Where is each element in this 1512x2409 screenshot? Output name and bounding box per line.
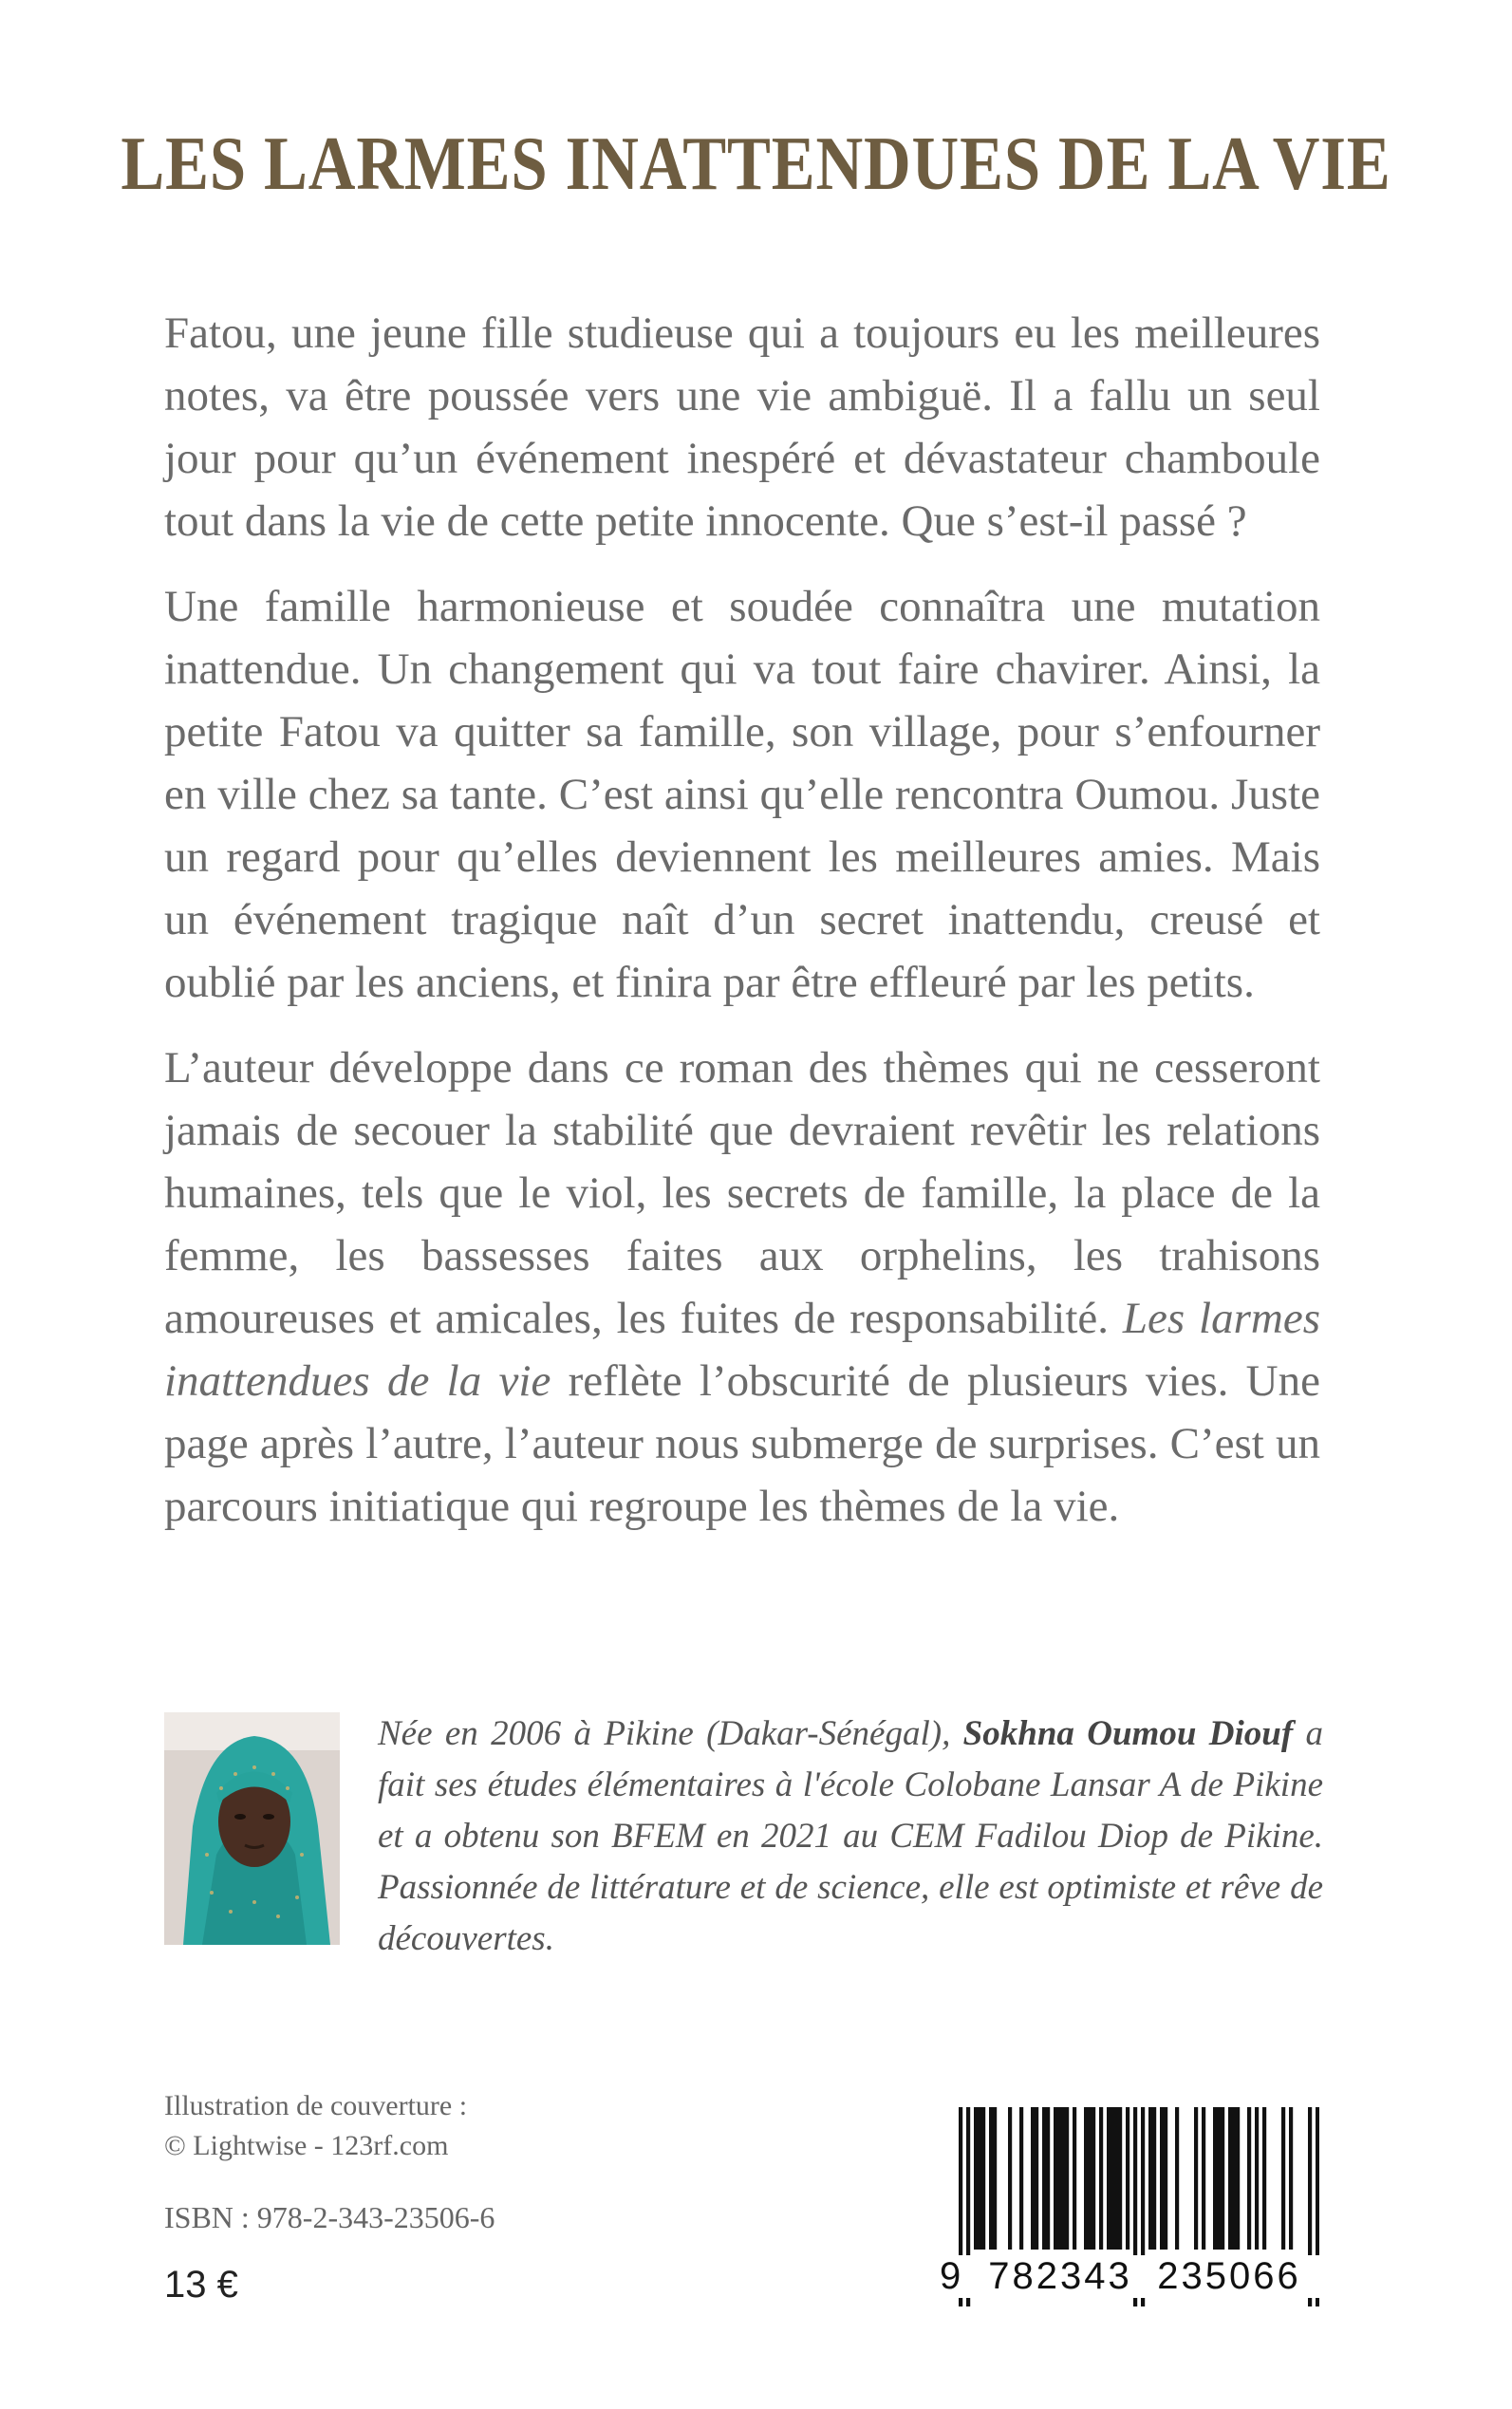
barcode-bar: [1107, 2107, 1111, 2250]
barcode-bar: [1160, 2107, 1164, 2250]
barcode-bar: [1236, 2107, 1240, 2250]
summary-paragraph-3: [164, 1036, 1320, 1538]
cover-credit-label: Illustration de couverture :: [164, 2090, 468, 2121]
summary-text: [164, 302, 1320, 1560]
barcode-bar: [1099, 2107, 1103, 2250]
author-bio-intro: Née en 2006 à Pikine (Dakar-Sénégal),: [378, 1714, 963, 1753]
barcode-bar: [1228, 2107, 1232, 2250]
price: 13 €: [164, 2264, 238, 2306]
author-bio-rest: a fait ses études élémentaires à l'école Colobane Lansar A de Pikine et a obtenu son BFEM en 2021 au CEM Fadilou Diop de Pikine. Passionnée de littérature et de science, elle est optimiste et rêve de découvertes.: [378, 1714, 1324, 1958]
book-title: LES LARMES INATTENDUES DE LA VIE: [121, 122, 1391, 206]
barcode-bar: [1217, 2107, 1221, 2250]
barcode-bar: [1194, 2107, 1198, 2250]
barcode-left-group: 782343: [988, 2255, 1132, 2297]
barcode-bar: [1054, 2107, 1057, 2250]
barcode-bar: [989, 2107, 993, 2250]
barcode-bar: [1148, 2107, 1152, 2250]
barcode-bar: [1114, 2107, 1118, 2250]
barcode-bar: [1152, 2107, 1156, 2250]
barcode-bar: [1202, 2107, 1205, 2250]
barcode-digits: [940, 2255, 1329, 2298]
barcode-bar: [1035, 2107, 1038, 2250]
author-bio: [378, 1709, 1323, 1965]
barcode-bar: [1118, 2107, 1122, 2250]
summary-book-title-italic: Les larmes inattendues de la vie: [164, 1294, 1320, 1406]
barcode-bar: [1019, 2107, 1023, 2250]
author-name: Sokhna Oumou Diouf: [962, 1714, 1294, 1753]
barcode-bar: [1262, 2107, 1266, 2250]
barcode-bar: [1232, 2107, 1236, 2250]
barcode-bar: [1281, 2107, 1285, 2250]
barcode-bar: [1046, 2107, 1050, 2250]
barcode-bar: [1221, 2107, 1224, 2250]
barcode-bar: [1175, 2107, 1179, 2250]
author-portrait-illustration: [164, 1712, 340, 1945]
barcode-bar: [1057, 2107, 1061, 2250]
barcode-bar: [1073, 2107, 1076, 2250]
barcode-bar: [1084, 2107, 1088, 2250]
barcode-bar: [974, 2107, 978, 2250]
barcode-bar: [1065, 2107, 1069, 2250]
barcode-bar: [1289, 2107, 1293, 2250]
barcode-bar: [1061, 2107, 1065, 2250]
summary-paragraph-3-start: L’auteur développe dans ce roman des thèmes qui ne cesseront jamais de secouer la stabilité que devraient revêtir les relations humaines, tels que le viol, les secrets de famille, la place de la femme, les bassesses faites aux orphelins, les trahisons amoureuses et amicales, les fuites de responsabilité.: [164, 1043, 1320, 1343]
barcode-bar: [1213, 2107, 1217, 2250]
cover-credit-source: © Lightwise - 123rf.com: [164, 2130, 449, 2161]
barcode-bar: [1247, 2107, 1251, 2250]
isbn: ISBN : 978-2-343-23506-6: [164, 2200, 495, 2234]
barcode-bar: [1255, 2107, 1259, 2250]
barcode-bar: [1164, 2107, 1167, 2250]
barcode-bar: [1126, 2107, 1129, 2250]
barcode-bar: [978, 2107, 981, 2250]
barcode-bar: [1042, 2107, 1046, 2250]
summary-paragraph-1: Fatou, une jeune fille studieuse qui a toujours eu les meilleures notes, va être poussée vers une vie ambiguë. Il a fallu un seul jour pour qu’un événement inespéré et dévastateur chamboule tout dans la vie de cette petite innocente. Que s’est-il passé ?: [164, 308, 1320, 546]
barcode-bar: [981, 2107, 985, 2250]
cover-credit: [164, 2086, 467, 2166]
barcode-first-digit: 9: [940, 2255, 964, 2297]
barcode-bar: [1031, 2107, 1035, 2250]
barcode-bar: [993, 2107, 997, 2250]
barcode-bar: [1111, 2107, 1114, 2250]
summary-paragraph-3-end: reflète l’obscurité de plusieurs vies. Une page après l’autre, l’auteur nous submerge de surprises. C’est un parcours initiatique qui regroupe les thèmes de la vie.: [164, 1356, 1320, 1531]
barcode-right-group: 235066: [1157, 2255, 1301, 2297]
author-photo: [164, 1712, 340, 1945]
barcode-bar: [1008, 2107, 1012, 2250]
barcode-bar: [1088, 2107, 1092, 2250]
summary-paragraph-2: Une famille harmonieuse et soudée connaîtra une mutation inattendue. Un changement qui va tout faire chavirer. Ainsi, la petite Fatou va quitter sa famille, son village, pour s’enfourner en ville chez sa tante. C’est ainsi qu’elle rencontra Oumou. Juste un regard pour qu’elles deviennent les meilleures amies. Mais un événement tragique naît d’un secret inattendu, creusé et oublié par les anciens, et finira par être effleuré par les petits.: [164, 582, 1320, 1007]
barcode-bar: [1092, 2107, 1095, 2250]
